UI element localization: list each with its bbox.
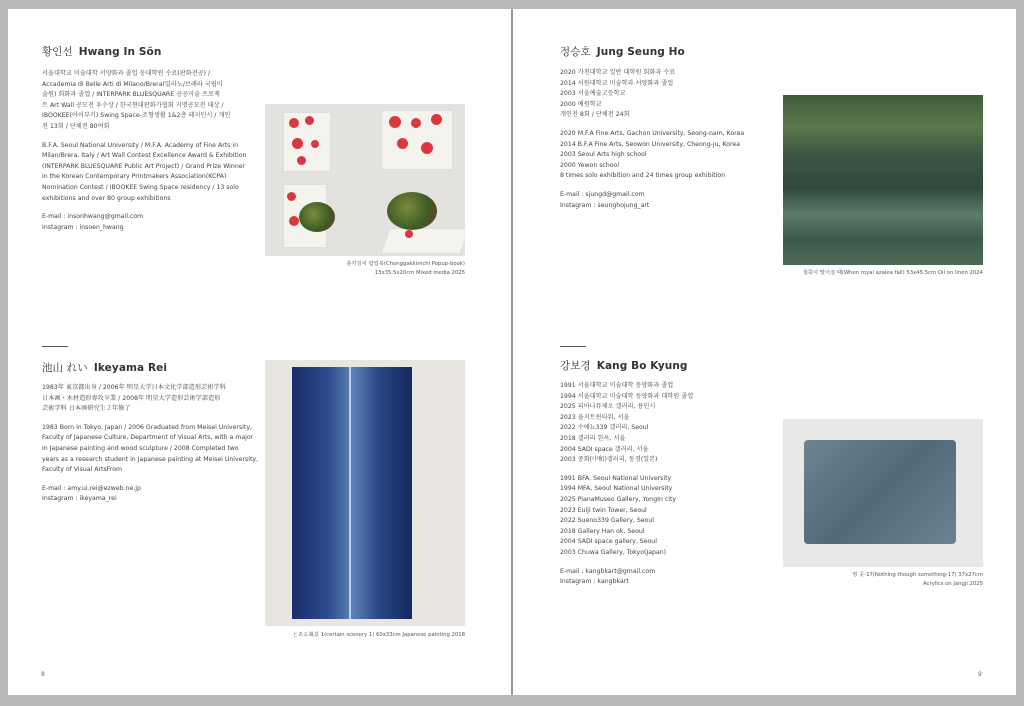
text-line: 1994 MFA, Seoul National University: [560, 485, 673, 493]
artist-entry-kang: [560, 358, 688, 373]
artist-name-native: 池山 れい: [42, 362, 88, 374]
artist-bio-ikeyama: [42, 383, 259, 513]
artist-name-native: 강보경: [560, 360, 591, 372]
artwork-blue-scenery-image: [265, 360, 465, 626]
bio-korean: [560, 381, 770, 466]
text-line: Faculty of Visual ArtsFrom: [42, 466, 123, 474]
section-divider: [42, 346, 68, 347]
bio-english: [42, 141, 252, 205]
bio-english: [560, 474, 770, 559]
text-line: (INTERPARK BLUESQUARE Public Art Project) / Grand Prize Winner: [42, 162, 246, 170]
text-line: 日本画・木材造形専攻卒業 / 2008年 明星大学造形芸術学部造形: [42, 394, 221, 402]
text-line: exhibitions and over 80 group exhibitions: [42, 194, 171, 202]
artist-bio-hwang: [42, 69, 252, 241]
bio-korean: [42, 69, 252, 133]
text-line: Instagram : ikeyama_rei: [42, 495, 117, 503]
text-line: E-mail : kangbkart@gmail.com: [560, 567, 656, 575]
bio-english: [560, 129, 770, 182]
text-line: IBOOKEE(아이부키) Swing Space-조형생활 1&2층 레지던시 / 개인: [42, 112, 231, 120]
text-line: 서울대학교 미술대학 서양화과 졸업 동대학원 수료(판화전공) /: [42, 70, 211, 77]
text-line: Milan/Brera, Italy / Art Wall Contest Excellence Award & Exhibition: [42, 152, 247, 160]
text-line: Instagram : seunghojung_art: [560, 201, 650, 209]
artist-entry-ikeyama: [42, 360, 167, 375]
page-number-right: 9: [978, 671, 982, 678]
artist-name: [560, 358, 688, 373]
text-line: 2020 가천대학교 일반 대학원 회화과 수료: [560, 69, 676, 76]
text-line: E-mail : insonhwang@gmail.com: [42, 213, 144, 221]
bio-english: [42, 423, 259, 476]
section-divider: [560, 346, 586, 347]
text-line: 2014 B.F.A Fine Arts, Seowon University, Cheong-ju, Korea: [560, 140, 740, 148]
artwork-caption-kang: 명 곳-17(Nothing though something-17) 37x27cm Acrylics on Jangji 2025: [852, 572, 983, 587]
artist-name-native: 황인선: [42, 46, 73, 58]
artist-name-latin: Hwang In Sŏn: [78, 46, 162, 58]
left-page: [8, 9, 511, 695]
artist-name: [42, 360, 167, 375]
text-line: years as a research student in Japanese painting at Meisei University,: [42, 455, 259, 463]
artist-name-latin: Ikeyama Rei: [93, 362, 168, 374]
artwork-nothing-though-something-image: [783, 419, 983, 567]
text-line: 芸術学科 日本画研究生２年修了: [42, 405, 131, 413]
artist-name-latin: Kang Bo Kyung: [596, 360, 688, 372]
artist-bio-kang: [560, 381, 770, 596]
plant-shape: [387, 192, 437, 230]
text-line: 1991 서울대학교 미술대학 동양화과 졸업: [560, 382, 674, 389]
artist-entry-hwang: [42, 44, 161, 59]
text-line: 2003 Seoul Arts high school: [560, 151, 647, 159]
text-line: 2003 서울예술고등학교: [560, 90, 626, 98]
text-line: in the Korean Contemporary Printmakers Association(KCPA): [42, 173, 227, 181]
text-line: 술원) 회화과 졸업 / INTERPARK BLUESQUARE 공공미술 프로젝: [42, 91, 220, 99]
text-line: 2022 Sueno339 Gallery, Seoul: [560, 517, 654, 525]
contact-info: [42, 484, 252, 505]
contact-info: [560, 567, 770, 588]
bio-korean: [560, 68, 770, 121]
artwork-caption-ikeyama: とある風景 1(certain scenery 1) 60x33cm Japanese painting 2018: [292, 632, 465, 638]
text-line: 1983 Born in Tokyo, Japan / 2006 Graduated from Meisei University,: [42, 423, 252, 431]
text-line: Instagram : kangbkart: [560, 578, 629, 586]
text-line: 1991 BFA, Seoul National University: [560, 474, 672, 482]
page-number-left: 8: [41, 671, 45, 678]
text-line: 2023 Eulji twin Tower, Seoul: [560, 506, 647, 514]
text-line: 2014 서원대학교 미술학과 서양화과 졸업: [560, 79, 674, 87]
text-line: 1983年 東京都出身 / 2006年 明星大学日本文化学部造形芸術学科: [42, 384, 226, 391]
text-line: Nomination Contest / IBOOKEE Swing Space residency / 13 solo: [42, 183, 239, 191]
text-line: E-mail : amy.ui.rei@ezweb.ne.jp: [42, 484, 141, 492]
text-line: Accademia di Belle Arti di Milano/Brera(밀라노/브레라 국립미: [42, 80, 223, 88]
artwork-popup-book-image: [265, 104, 465, 256]
artist-name: [560, 44, 685, 59]
painting-slab: [804, 440, 956, 544]
text-line: 2004 SADI space gallery, Seoul: [560, 538, 657, 546]
text-line: B.F.A. Seoul National University / M.F.A. Academy of Fine Arts in: [42, 141, 238, 149]
right-page: [513, 9, 1016, 695]
text-line: in Japanese painting and wood sculpture / 2008 Completed two: [42, 444, 239, 452]
artist-entry-jung: [560, 44, 685, 59]
plant-shape: [299, 202, 335, 232]
text-line: 2018 갤러리 한옥, 서울: [560, 434, 626, 442]
text-line: 2018 Gallery Han ok, Seoul: [560, 527, 645, 535]
text-line: 2020 M.F.A Fine Arts, Gachon University, Seong-nam, Korea: [560, 129, 745, 137]
text-line: 1994 서울대학교 미술대학 동양화과 대학원 졸업: [560, 392, 694, 400]
artist-name: [42, 44, 161, 59]
text-line: E-mail : sjungd@gmail.com: [560, 190, 645, 198]
text-line: 2025 피아나뮤제오 갤러리, 용인시: [560, 403, 656, 411]
text-line: 2000 Yewon school: [560, 161, 620, 169]
text-line: Faculty of Japanese Culture, Department of Visual Arts, with a major: [42, 434, 254, 442]
text-line: 8 times solo exhibition and 24 times group exhibition: [560, 172, 726, 180]
bio-japanese: [42, 383, 252, 415]
contact-info: [560, 190, 770, 211]
artist-name-native: 정승호: [560, 46, 591, 58]
artist-bio-jung: [560, 68, 770, 219]
text-line: 2025 PianaMuseo Gallery, YongIn city: [560, 495, 677, 503]
text-line: 2000 예원학교: [560, 100, 602, 108]
contact-info: [42, 212, 252, 233]
text-line: 2003 Chuwa Gallery, Tokyo(Japan): [560, 548, 667, 556]
text-line: 개인전 8회 / 단체전 24회: [560, 111, 630, 119]
text-line: Instagram : insoen_hwang: [42, 223, 124, 231]
artwork-caption-jung: 철쭉이 떨어질 때(When royal azalea fall) 53x45.5cm Oil on linen 2024: [802, 270, 983, 276]
text-line: 트 Art Wall 공모전 우수상 / 한국현대판화가협회 지명공모전 대상 /: [42, 101, 224, 109]
artwork-caption-hwang: 총각김치 팝업북(Chonggakkimchi Popup-book) 13x35.5x20cm Mixed media 2025: [346, 261, 465, 276]
text-line: 2023 을지트윈타워, 서울: [560, 413, 630, 421]
text-line: 2004 SADI space 갤러리, 서울: [560, 445, 649, 453]
painting-canvas: [292, 367, 412, 619]
text-line: 2022 수애뇨339 갤러리, Seoul: [560, 424, 649, 432]
book-base: [380, 228, 465, 254]
artist-name-latin: Jung Seung Ho: [596, 46, 685, 58]
text-line: 2003 중화(中和)갤러리, 동경(일본): [560, 456, 658, 464]
text-line: 전 13회 / 단체전 80여회: [42, 122, 110, 130]
artwork-azalea-painting-image: [783, 95, 983, 265]
